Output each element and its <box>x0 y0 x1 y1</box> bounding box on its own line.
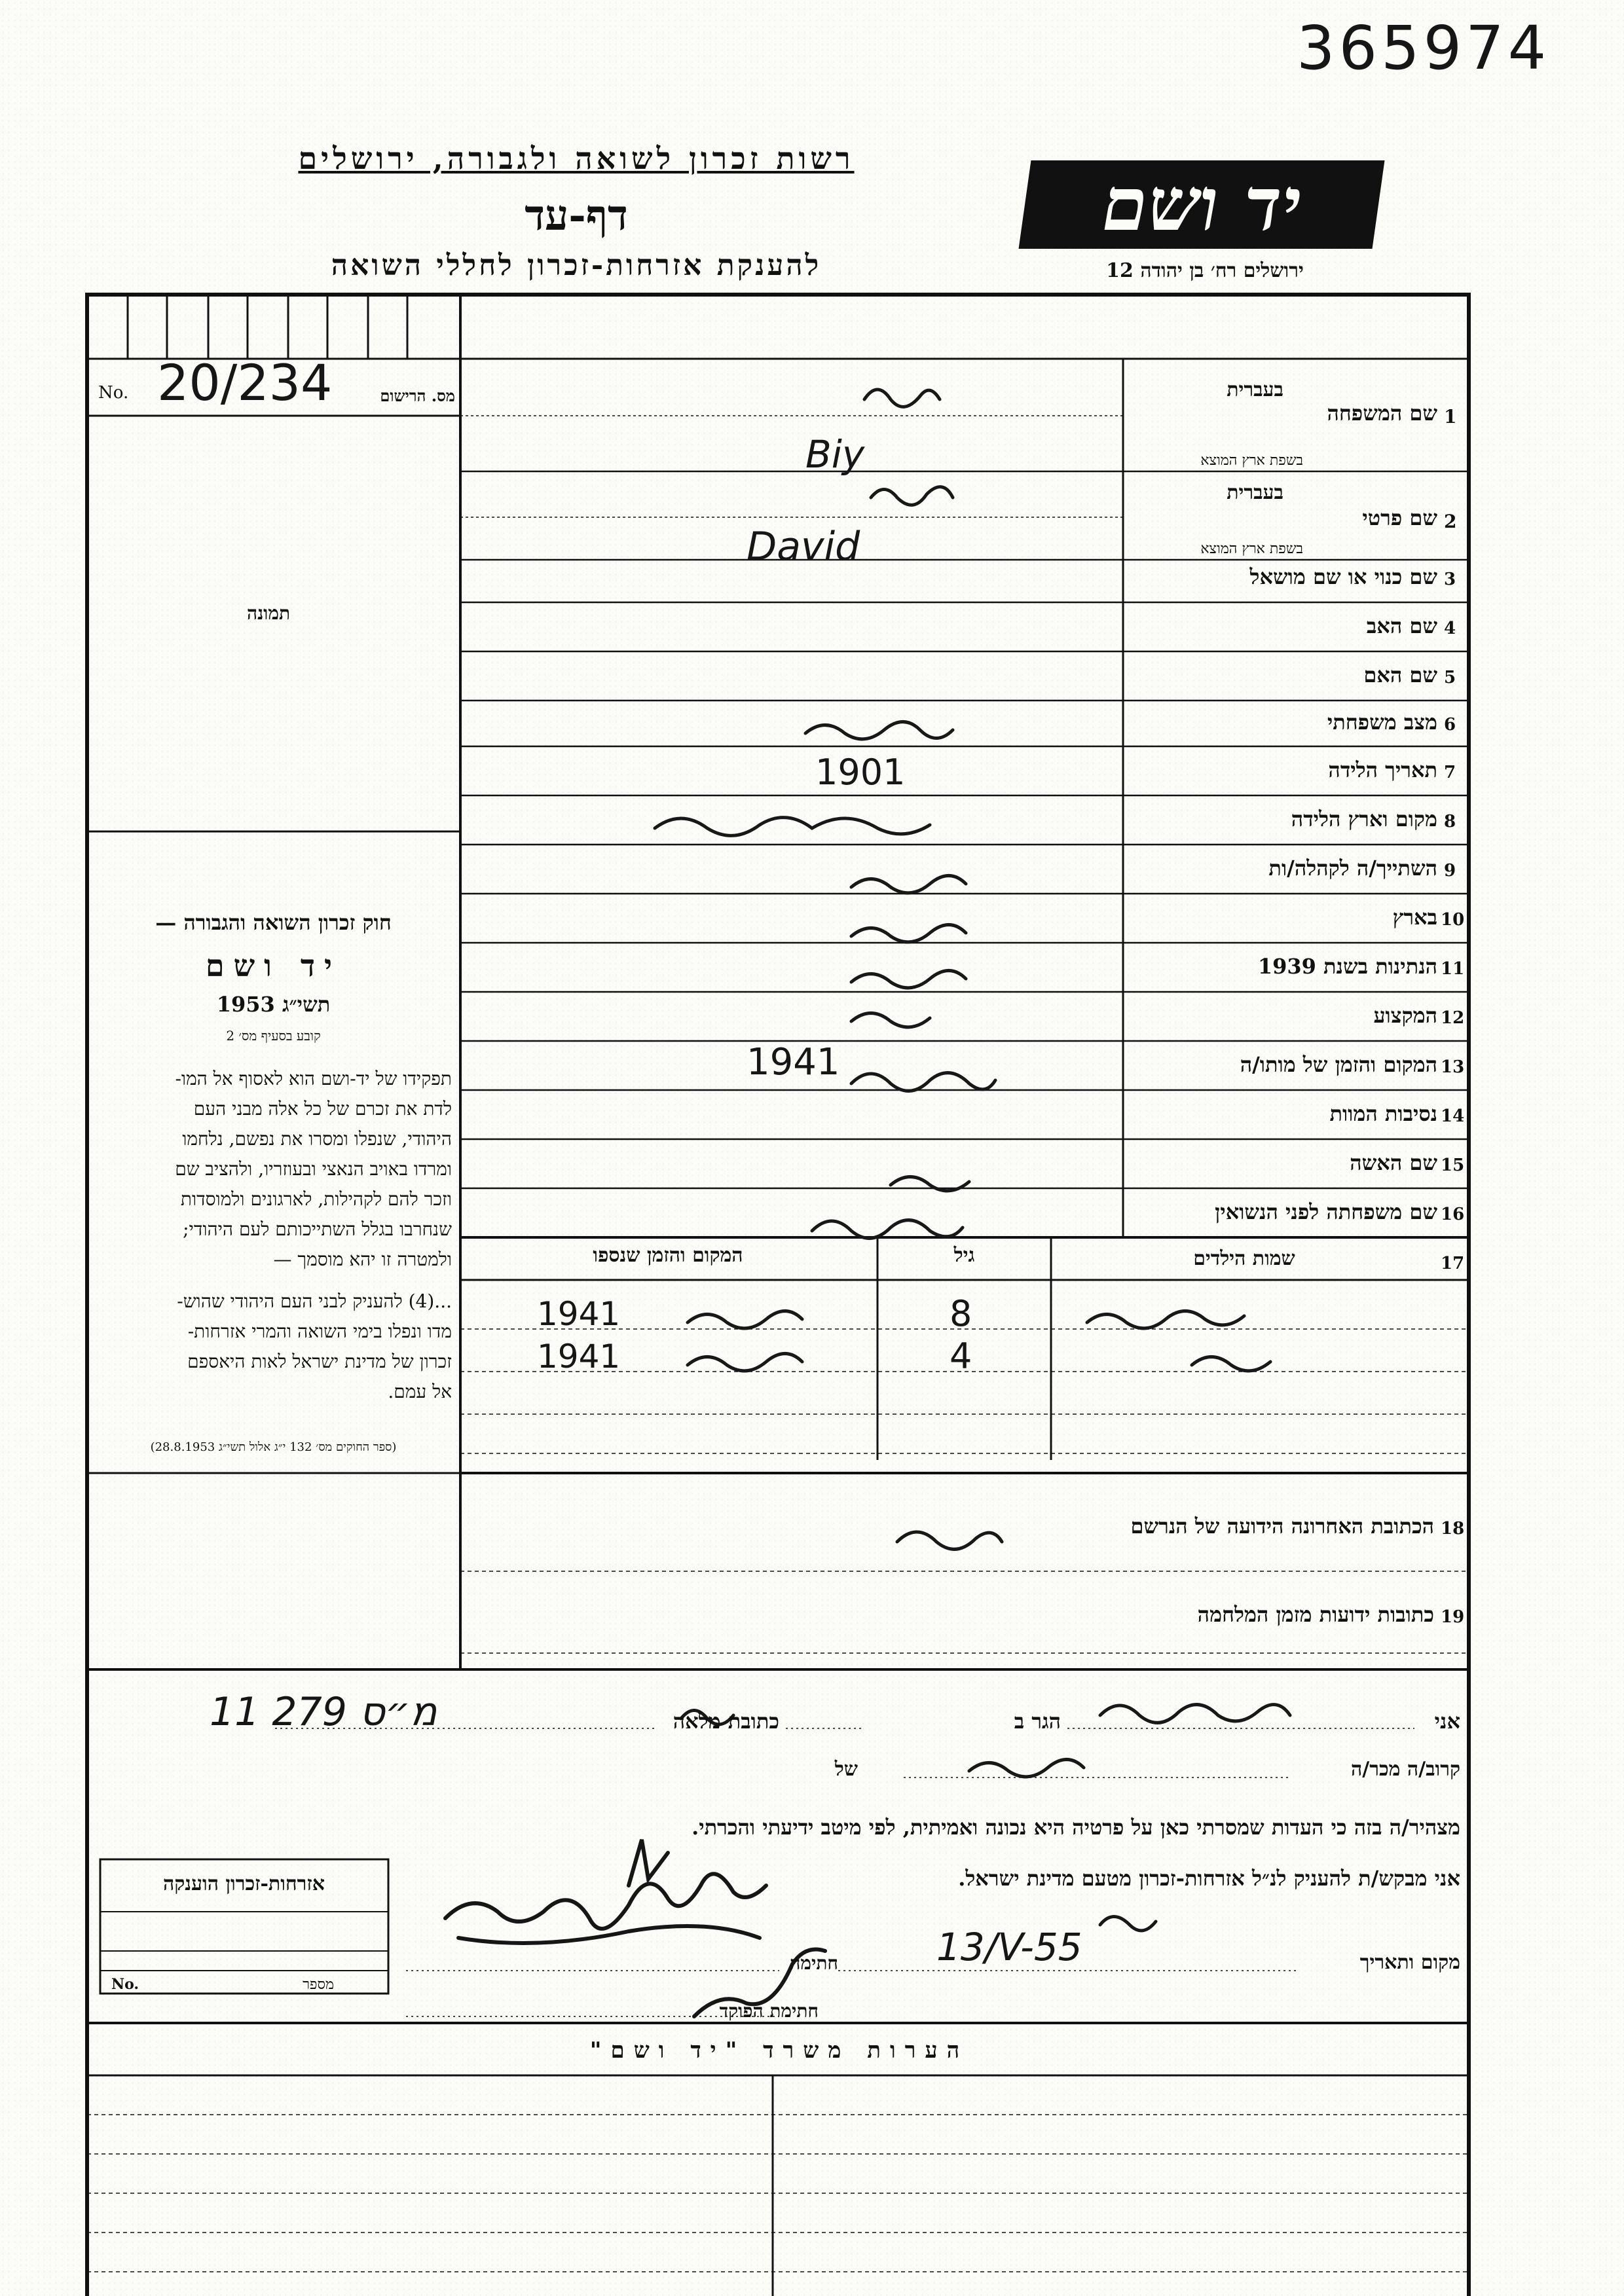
children-header-age: גיל <box>953 1244 975 1267</box>
law-item4-line: אל עמם. <box>388 1381 452 1402</box>
registration-no-label-en: No. <box>98 383 129 403</box>
law-line: וזכר להם לקהילות, לארגונים ולמוסדות <box>180 1188 452 1210</box>
place-date-value: 13/V-55 <box>936 1925 1082 1969</box>
child-1-age: 8 <box>950 1293 972 1334</box>
child-1-place: 1941 <box>537 1295 621 1333</box>
field-11-label: הנתינות בשנת 1939 <box>1257 954 1437 979</box>
field-10-label: בארץ <box>1392 905 1437 930</box>
law-year: תשי״ג 1953 <box>216 992 331 1017</box>
form-title: דף-עד <box>525 191 628 240</box>
law-clause: קובע בסעיף מס׳ 2 <box>226 1028 321 1044</box>
law-line: ומרדו באויב הנאצי ובעוזריו, ולהציב שם <box>175 1158 452 1180</box>
field-14-label: נסיבות המוות <box>1329 1101 1437 1126</box>
field-5-label: שם האם <box>1363 663 1437 687</box>
field-2-number: 2 <box>1444 511 1457 532</box>
declaration-statement: מצהיר/ה בזה כי העדות שמסרתי כאן על פרטיה היא נכונה ואמיתית, לפי מיטב ידיעתי והכרתי. <box>692 1815 1460 1840</box>
field-4-number: 4 <box>1444 619 1456 638</box>
field-3-number: 3 <box>1444 570 1456 589</box>
law-name: יד ושם <box>205 948 342 983</box>
field-19-number: 19 <box>1441 1607 1465 1627</box>
field-8-label: מקום וארץ הלידה <box>1291 807 1437 831</box>
field-17-number: 17 <box>1441 1254 1465 1273</box>
children-header-place: המקום והזמן שנספו <box>593 1244 743 1267</box>
law-line: תפקידו של יד-ושם הוא לאסוף אל המו- <box>175 1068 452 1089</box>
field-9-label: השתייך/ה לקהלה/ות <box>1268 856 1437 881</box>
field-13-value: 1941 <box>747 1041 840 1084</box>
field-6-number: 6 <box>1444 715 1456 735</box>
field-4-label: שם האב <box>1366 613 1437 638</box>
field-19-label: כתובות ידועות מזמן המלחמה <box>1197 1602 1434 1627</box>
law-line: ולמטרה זו יהא מוסמך — <box>273 1248 452 1270</box>
law-item4-line: ...(4) להעניק לבני העם היהודי שהוש- <box>177 1290 452 1312</box>
children-header-names: שמות הילדים <box>1193 1247 1295 1270</box>
remarks-title: הערות משרד "יד ושם" <box>589 2037 969 2064</box>
law-line: היהודי, שנפלו ומסרו את נפשם, נלחמו <box>182 1128 452 1150</box>
field-18-label: הכתובת האחרונה הידועה של הנרשם <box>1130 1514 1434 1539</box>
field-2-label: שם פרטי <box>1362 505 1437 530</box>
declaration-ani: אני <box>1434 1709 1460 1734</box>
law-text <box>95 1064 452 1275</box>
child-2-place: 1941 <box>537 1338 621 1376</box>
form-subtitle: להענקת אזרחות-זכרון לחללי השואה <box>331 249 822 282</box>
field-13-number: 13 <box>1441 1057 1465 1077</box>
field-7-number: 7 <box>1444 763 1456 782</box>
field-9-number: 9 <box>1444 861 1456 881</box>
authority-name: רשות זכרון לשואה ולגבורה, ירושלים <box>298 141 855 176</box>
field-10-number: 10 <box>1441 910 1465 930</box>
declaration-address-label: כתובת מלאה <box>673 1709 779 1734</box>
declaration-relative-label: קרוב/ה מכר/ה <box>1351 1758 1460 1781</box>
field-5-number: 5 <box>1444 668 1456 687</box>
citizenship-box-title: אזרחות-זכרון הוענקה <box>162 1872 325 1895</box>
law-item4-line: זכרון של מדינת ישראל לאות היאספם <box>187 1351 452 1372</box>
official-signature-label: חתימת הפוקד <box>719 2000 819 2022</box>
field-1-label: שם המשפחה <box>1327 401 1437 426</box>
field-1-sub-native: בשפת ארץ המוצא <box>1200 452 1303 469</box>
law-line: לדת את זכרם של כל אלה מבני העם <box>193 1098 452 1120</box>
declaration-request: אני מבקש/ת להעניק לנ״ל אזרחות-זכרון מטעם מדינת ישראל. <box>958 1866 1460 1891</box>
logo-address: ירושלים רח׳ בן יהודה 12 <box>1106 259 1304 282</box>
field-2-value-native: David <box>747 524 860 570</box>
field-18-number: 18 <box>1441 1519 1465 1539</box>
law-item4-line: מדו ונפלו בימי השואה והמרי אזרחות- <box>187 1321 452 1342</box>
field-11-number: 11 <box>1441 959 1465 979</box>
signature-label: חתימה <box>790 1952 838 1974</box>
registration-no-label-he: מס. הרישום <box>380 386 455 405</box>
field-13-label: המקום והזמן של מותו/ה <box>1240 1052 1437 1077</box>
law-source: (ספר החוקים מס׳ 132 י״ג אלול תשי״ג 28.8.1953) <box>150 1440 397 1454</box>
photo-label: תמונה <box>246 602 291 624</box>
declaration-address-value: 11 מ״ס 279 <box>210 1689 437 1735</box>
registration-number: 20/234 <box>157 354 333 412</box>
field-7-value: 1901 <box>815 752 906 793</box>
field-1-number: 1 <box>1444 406 1457 428</box>
declaration-shel: של <box>834 1758 858 1781</box>
field-1-sub-hebrew: בעברית <box>1227 378 1283 401</box>
field-1-value-native: Biy <box>805 432 865 477</box>
field-3-label: שם כנוי או שם מושאל <box>1249 564 1437 589</box>
declaration-hagar-b: הגר ב <box>1014 1709 1061 1734</box>
field-2-sub-hebrew: בעברית <box>1227 481 1283 504</box>
field-12-label: המקצוע <box>1373 1003 1437 1028</box>
field-8-number: 8 <box>1444 812 1456 831</box>
field-2-sub-native: בשפת ארץ המוצא <box>1200 541 1303 557</box>
child-2-age: 4 <box>950 1336 972 1377</box>
logo-text: יד ושם <box>1101 162 1302 247</box>
citizenship-box-number-label: מספר <box>303 1977 334 1993</box>
field-16-number: 16 <box>1441 1205 1465 1224</box>
field-15-label: שם האשה <box>1350 1150 1437 1175</box>
archive-number: 365974 <box>1297 13 1551 83</box>
citizenship-box-no: No. <box>111 1976 139 1993</box>
field-7-label: תאריך הלידה <box>1328 757 1437 782</box>
field-12-number: 12 <box>1441 1008 1465 1028</box>
field-15-number: 15 <box>1441 1156 1465 1175</box>
law-title: חוק זכרון השואה והגבורה — <box>155 910 392 935</box>
law-item4 <box>95 1286 452 1407</box>
field-16-label: שם משפחתה לפני הנשואין <box>1215 1199 1437 1224</box>
law-line: שנחרבו בגלל השתייכותם לעם היהודי; <box>183 1218 452 1240</box>
place-date-label: מקום ותאריך <box>1359 1951 1460 1974</box>
field-6-label: מצב משפחתי <box>1327 710 1437 735</box>
field-14-number: 14 <box>1441 1106 1465 1126</box>
